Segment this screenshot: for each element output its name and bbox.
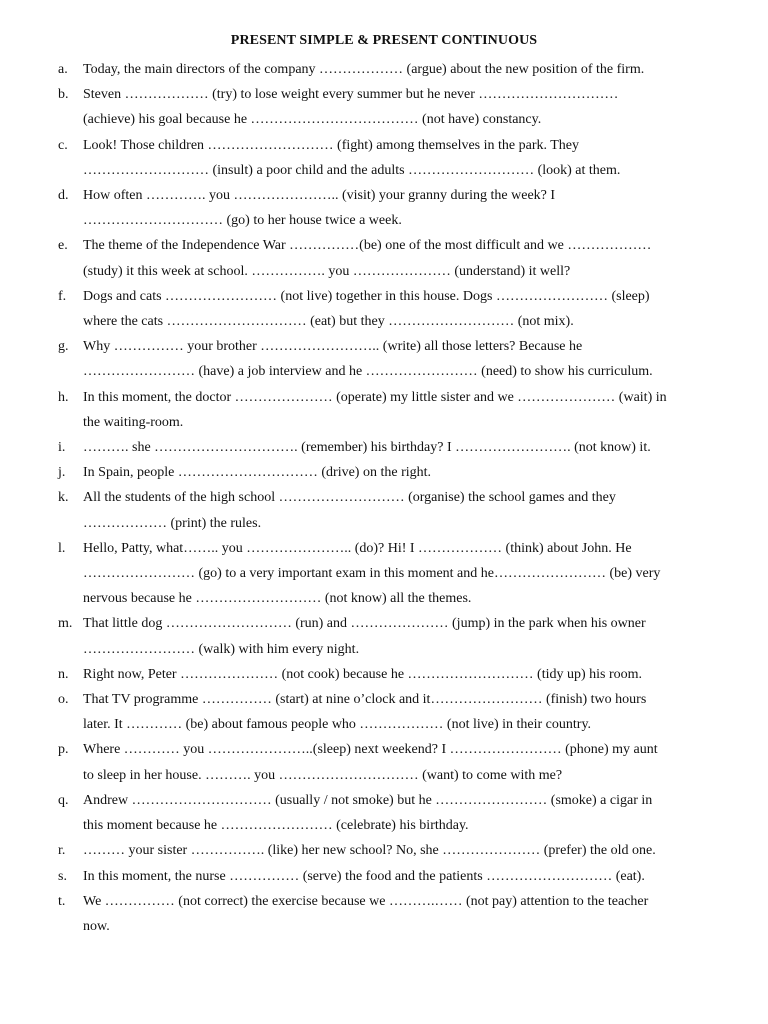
exercise-line: to sleep in her house. ………. you ………………………… (want) to come with me?: [83, 767, 563, 783]
exercise-line: Steven ……………… (try) to lose weight every summer but he never …………………………: [83, 87, 619, 103]
exercise-sentence: [83, 334, 738, 384]
exercise-letter: c.: [58, 137, 68, 153]
exercise-item: [58, 838, 738, 863]
exercise-line: In this moment, the nurse …………… (serve) the food and the patients ……………………… (eat).: [83, 868, 645, 884]
exercise-line: ……………………… (insult) a poor child and the adults ……………………… (look) at them.: [83, 162, 621, 178]
exercise-line: The theme of the Independence War ……………(be) one of the most difficult and we ………………: [83, 238, 652, 254]
exercise-line: the waiting-room.: [83, 414, 184, 430]
exercise-item: [58, 133, 738, 183]
exercise-item: [58, 737, 738, 787]
exercise-item: [58, 611, 738, 661]
exercise-sentence: [83, 82, 738, 132]
exercise-letter: m.: [58, 616, 73, 632]
exercise-letter: l.: [58, 540, 66, 556]
exercise-sentence: [83, 536, 738, 612]
exercise-letter: o.: [58, 692, 69, 708]
exercise-sentence: [83, 233, 738, 283]
exercise-item: [58, 82, 738, 132]
exercise-letter: g.: [58, 339, 69, 355]
exercise-line: this moment because he …………………… (celebrate) his birthday.: [83, 818, 469, 834]
exercise-list: [58, 57, 738, 939]
exercise-line: ………………………… (go) to her house twice a week.: [83, 213, 402, 229]
exercise-item: [58, 334, 738, 384]
exercise-line: now.: [83, 918, 110, 934]
exercise-line: ………. she …………………………. (remember) his birthday? I ……………………. (not know) it.: [83, 440, 651, 456]
exercise-item: [58, 57, 738, 82]
exercise-line: where the cats ………………………… (eat) but they ……………………… (not mix).: [83, 314, 574, 330]
exercise-line: (study) it this week at school. ……………. you ………………… (understand) it well?: [83, 263, 571, 279]
exercise-sentence: [83, 611, 738, 661]
exercise-line: In this moment, the doctor ………………… (operate) my little sister and we ………………… (wait) in: [83, 389, 667, 405]
exercise-sentence: [83, 460, 738, 485]
exercise-letter: b.: [58, 87, 69, 103]
exercise-sentence: [83, 662, 738, 687]
page-title: PRESENT SIMPLE & PRESENT CONTINUOUS: [230, 33, 538, 48]
exercise-letter: q.: [58, 792, 69, 808]
exercise-line: ……………… (print) the rules.: [83, 515, 262, 531]
exercise-letter: p.: [58, 742, 69, 758]
exercise-item: [58, 385, 738, 435]
exercise-sentence: [83, 737, 738, 787]
exercise-line: Today, the main directors of the company ……………… (argue) about the new position of the firm.: [83, 62, 645, 77]
exercise-line: That TV programme …………… (start) at nine o’clock and it…………………… (finish) two hours: [83, 692, 647, 708]
exercise-sentence: [83, 864, 738, 889]
exercise-sentence: [83, 687, 738, 737]
exercise-item: [58, 687, 738, 737]
exercise-sentence: [83, 435, 738, 460]
exercise-sentence: [83, 57, 738, 82]
exercise-line: ……… your sister ……………. (like) her new school? No, she ………………… (prefer) the old one.: [83, 843, 656, 859]
exercise-line: Dogs and cats …………………… (not live) together in this house. Dogs …………………… (sleep): [83, 288, 650, 304]
exercise-line: That little dog ……………………… (run) and ………………… (jump) in the park when his owner: [83, 616, 646, 632]
exercise-item: [58, 662, 738, 687]
exercise-line: nervous because he ……………………… (not know) all the themes.: [83, 591, 472, 607]
exercise-letter: a.: [58, 62, 68, 77]
exercise-letter: s.: [58, 868, 67, 884]
exercise-line: Why …………… your brother …………………….. (write) all those letters? Because he: [83, 339, 583, 355]
exercise-item: [58, 233, 738, 283]
exercise-letter: r.: [58, 843, 66, 859]
exercise-sentence: [83, 133, 738, 183]
exercise-line: Where ………… you …………………..(sleep) next weekend? I …………………… (phone) my aunt: [83, 742, 658, 758]
exercise-line: Look! Those children ……………………… (fight) among themselves in the park. They: [83, 137, 580, 153]
exercise-item: [58, 788, 738, 838]
exercise-letter: f.: [58, 288, 67, 304]
exercise-line: later. It ………… (be) about famous people who ……………… (not live) in their country.: [83, 717, 592, 733]
exercise-item: [58, 536, 738, 612]
exercise-sentence: [83, 788, 738, 838]
exercise-line: …………………… (go) to a very important exam in this moment and he…………………… (be) very: [83, 566, 661, 582]
exercise-item: [58, 864, 738, 889]
exercise-sentence: [83, 889, 738, 939]
exercise-line: …………………… (walk) with him every night.: [83, 641, 360, 657]
exercise-line: All the students of the high school ……………………… (organise) the school games and they: [83, 490, 616, 506]
exercise-item: [58, 183, 738, 233]
exercise-sentence: [83, 838, 738, 863]
exercise-letter: d.: [58, 188, 69, 204]
exercise-item: [58, 435, 738, 460]
exercise-line: How often …………. you ………………….. (visit) your granny during the week? I: [83, 188, 556, 204]
exercise-letter: t.: [58, 893, 66, 909]
exercise-line: Hello, Patty, what…….. you ………………….. (do)? Hi! I ……………… (think) about John. He: [83, 540, 632, 556]
exercise-letter: i.: [58, 440, 66, 456]
exercise-letter: j.: [58, 465, 66, 481]
exercise-line: (achieve) his goal because he ……………………………… (not have) constancy.: [83, 112, 542, 128]
exercise-line: In Spain, people ………………………… (drive) on the right.: [83, 465, 432, 481]
exercise-item: [58, 284, 738, 334]
exercise-sentence: [83, 385, 738, 435]
exercise-item: [58, 460, 738, 485]
exercise-item: [58, 889, 738, 939]
exercise-sentence: [83, 485, 738, 535]
exercise-letter: k.: [58, 490, 69, 506]
exercise-sentence: [83, 183, 738, 233]
exercise-letter: h.: [58, 389, 69, 405]
exercise-line: …………………… (have) a job interview and he …………………… (need) to show his curriculum.: [83, 364, 653, 380]
exercise-line: We …………… (not correct) the exercise because we ……….…… (not pay) attention to the teacher: [83, 893, 649, 909]
exercise-letter: n.: [58, 666, 69, 682]
exercise-item: [58, 485, 738, 535]
exercise-line: Andrew ………………………… (usually / not smoke) but he …………………… (smoke) a cigar in: [83, 792, 653, 808]
exercise-letter: e.: [58, 238, 68, 254]
exercise-sentence: [83, 284, 738, 334]
exercise-line: Right now, Peter ………………… (not cook) because he ……………………… (tidy up) his room.: [83, 666, 643, 682]
